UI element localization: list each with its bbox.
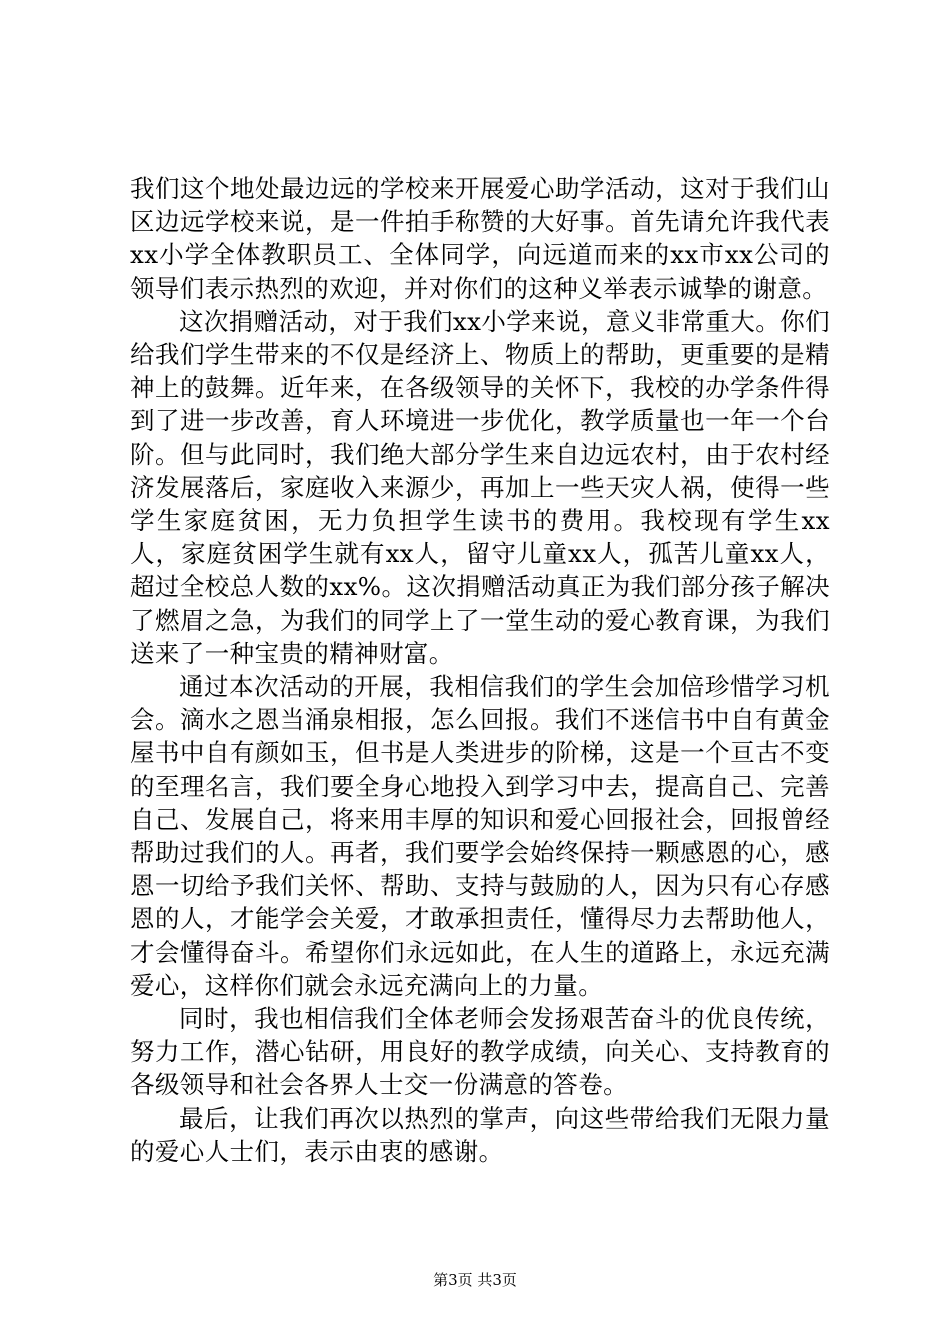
paragraph-3: 通过本次活动的开展，我相信我们的学生会加倍珍惜学习机会。滴水之恩当涌泉相报，怎么回报。我们不迷信书中自有黄金屋书中自有颜如玉，但书是人类进步的阶梯，这是一个亘古不变的至理名言，我们要全身心地投入到学习中去，提高自己、完善自己、发展自己，将来用丰厚的知识和爱心回报社会，回报曾经帮助过我们的人。再者，我们要学会始终保持一颗感恩的心，感恩一切给予我们关怀、帮助、支持与鼓励的人，因为只有心存感恩的人，才能学会关爱，才敢承担责任，懂得尽力去帮助他人，才会懂得奋斗。希望你们永远如此，在人生的道路上，永远充满爱心，这样你们就会永远充满向上的力量。 xyxy=(130,672,830,1000)
page-number-label: 第3页 共3页 xyxy=(433,1271,517,1289)
paragraph-2: 这次捐赠活动，对于我们xx小学来说，意义非常重大。你们给我们学生带来的不仅是经济上、物质上的帮助，更重要的是精神上的鼓舞。近年来，在各级领导的关怀下，我校的办学条件得到了进一步改善，育人环境进一步优化，教学质量也一年一个台阶。但与此同时，我们绝大部分学生来自边远农村，由于农村经济发展落后，家庭收入来源少，再加上一些天灾人祸，使得一些学生家庭贫困，无力负担学生读书的费用。我校现有学生xx人，家庭贫困学生就有xx人，留守儿童xx人，孤苦儿童xx人，超过全校总人数的xx%。这次捐赠活动真正为我们部分孩子解决了燃眉之急，为我们的同学上了一堂生动的爱心教育课，为我们送来了一种宝贵的精神财富。 xyxy=(130,306,830,668)
paragraph-4: 同时，我也相信我们全体老师会发扬艰苦奋斗的优良传统，努力工作，潜心钻研，用良好的教学成绩，向关心、支持教育的各级领导和社会各界人士交一份满意的答卷。 xyxy=(130,1004,830,1100)
document-body xyxy=(130,172,830,1168)
page-footer xyxy=(0,1270,950,1290)
paragraph-5: 最后，让我们再次以热烈的掌声，向这些带给我们无限力量的爱心人士们，表示由衷的感谢。 xyxy=(130,1103,830,1166)
paragraph-1: 我们这个地处最边远的学校来开展爱心助学活动，这对于我们山区边远学校来说，是一件拍手称赞的大好事。首先请允许我代表xx小学全体教职员工、全体同学，向远道而来的xx市xx公司的领导们表示热烈的欢迎，并对你们的这种义举表示诚挚的谢意。 xyxy=(130,174,830,303)
